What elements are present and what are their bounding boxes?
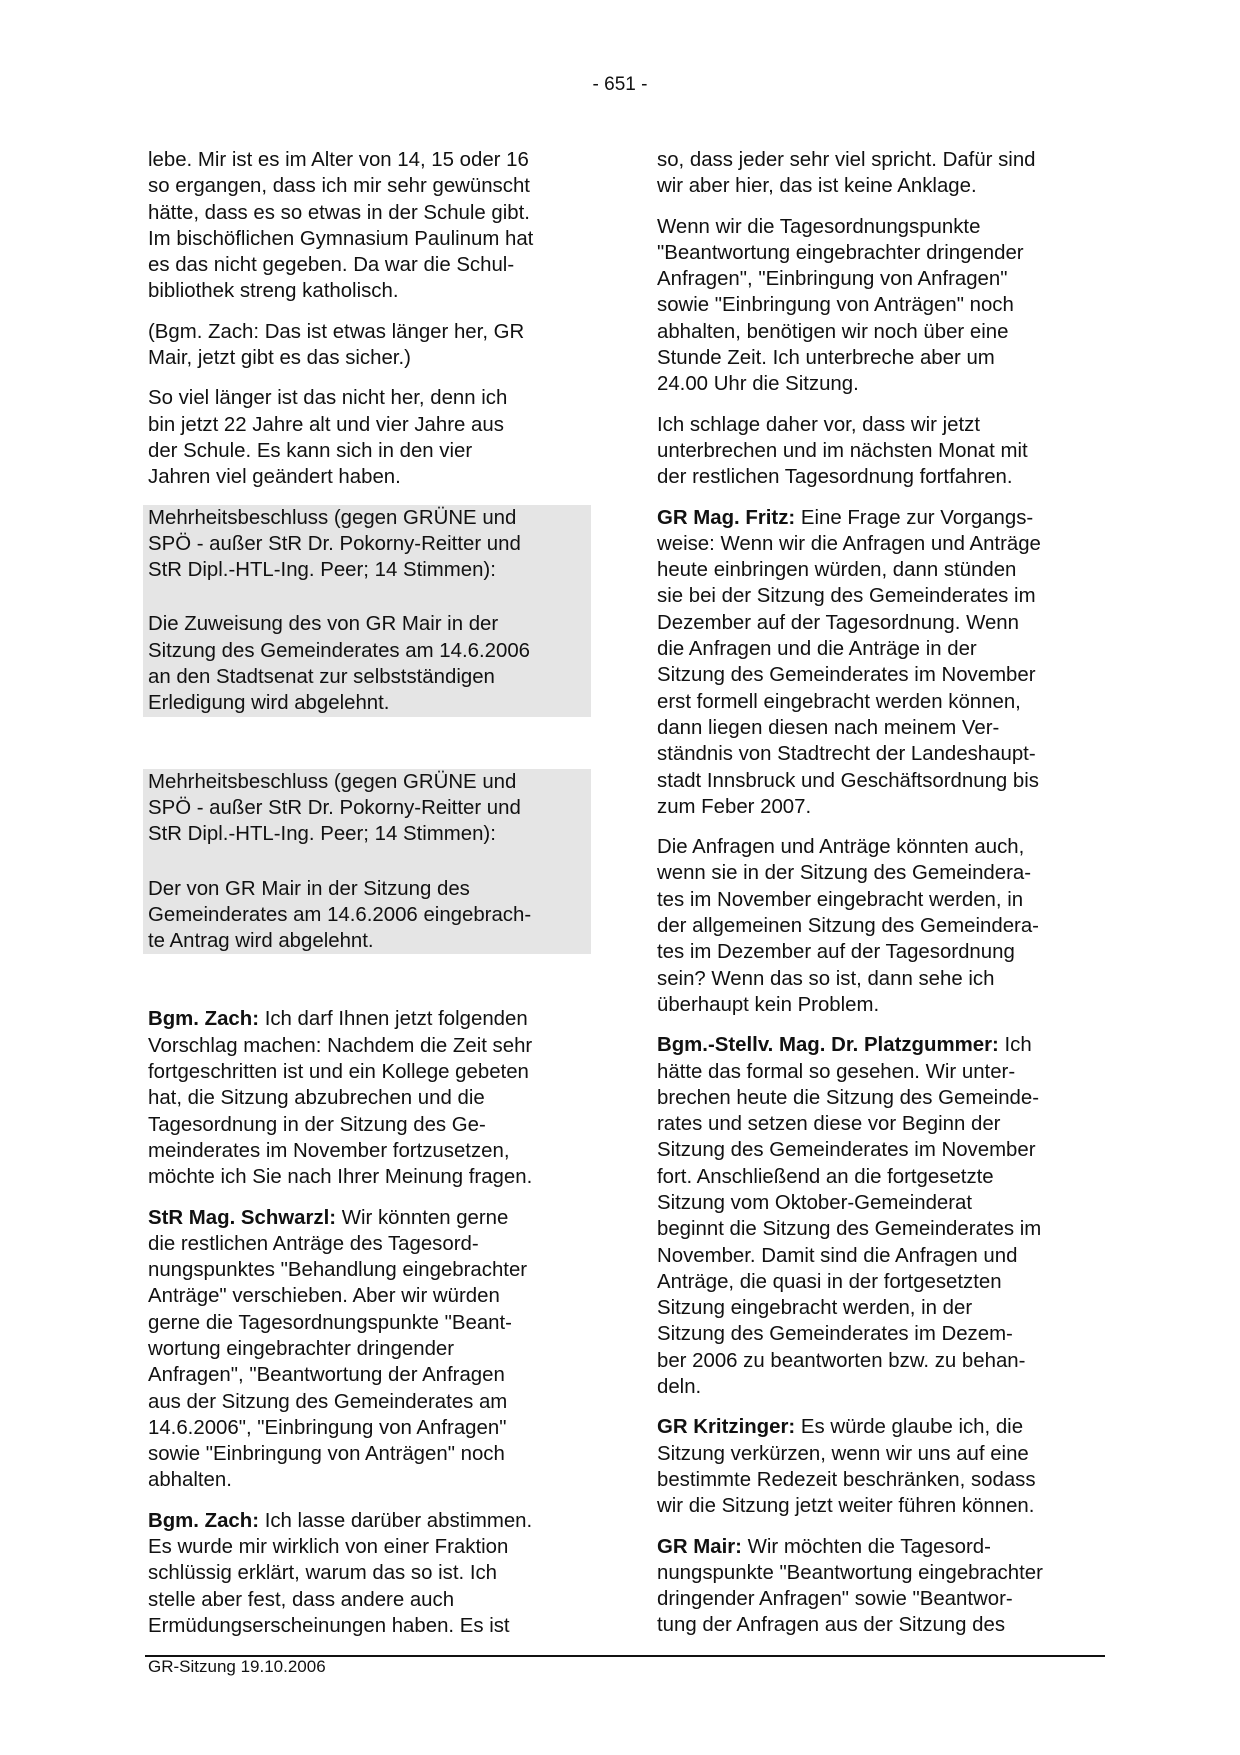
speaker-name: Bgm. Zach: — [148, 1509, 260, 1532]
speech-text: Eine Frage zur Vorgangs- weise: Wenn wir die Anfragen und Anträge heute einbringen würden, dann stünden sie bei der Sitzung des Gemeinderates im Dezember auf der Tagesordnung. Wenn die Anfragen und die Anträge in der Sitzung des Gemeinderates im November erst formell eingebracht werden können, dann liegen diesen nach meinem Ver- ständnis von Stadtrecht der Landeshaupt- stadt Innsbruck und Geschäftsordnung bis zum Feber 2007. — [657, 506, 1041, 818]
speech-paragraph — [652, 1534, 1112, 1639]
resolution-text: Der von GR Mair in der Sitzung des Gemeinderates am 14.6.2006 eingebrach- te Antrag wird abgelehnt. — [148, 877, 532, 953]
speaker-name: Bgm. Zach: — [148, 1008, 260, 1031]
speech-paragraph — [652, 505, 1112, 821]
paragraph — [652, 147, 1112, 200]
speaker-name: GR Mag. Fritz: — [657, 506, 796, 529]
paragraph — [652, 214, 1112, 398]
speech-text: Ich darf Ihnen jetzt folgenden Vorschlag machen: Nachdem die Zeit sehr fortgeschritten ist und ein Kollege gebeten hat, die Sitzung abzubrechen und die Tagesordnung in der Sitzung des Ge- meinderates im November fortzusetzen, möchte ich Sie nach Ihrer Meinung fragen. — [148, 1008, 533, 1189]
paragraph-text: so, dass jeder sehr viel spricht. Dafür sind wir aber hier, das ist keine Anklage. — [657, 149, 1036, 198]
left-column — [143, 147, 591, 1653]
right-column — [652, 147, 1112, 1653]
paragraph: lebe. Mir ist es im Alter von 14, 15 oder 16 so ergangen, dass ich mir sehr gewünscht hätte, dass es so etwas in der Schule gibt. Im bischöflichen Gymnasium Paulinum hat es das nicht gegeben. Da war die Schul- bibliothek streng katholisch. — [148, 149, 534, 303]
speech-text: Ich hätte das formal so gesehen. Wir unter- brechen heute die Sitzung des Gemeinde- rates und setzen diese vor Beginn der Sitzung des Gemeinderates im November fort. Anschließend an die fortgesetzte Sitzung vom Oktober-Gemeinderat beginnt die Sitzung des Gemeinderates im November. Damit sind die Anfragen und Anträge, die quasi in der fortgesetzten Sitzung eingebracht werden, in der Sitzung des Gemeinderates im Dezem- ber 2006 zu beantworten bzw. zu behan- deln. — [657, 1034, 1042, 1399]
speaker-name: Bgm.-Stellv. Mag. Dr. Platzgummer: — [657, 1034, 999, 1057]
speech-paragraph — [143, 1508, 591, 1639]
speech-paragraph — [652, 1414, 1112, 1519]
speech-text: Wir möchten die Tagesord- nungspunkte "Beantwortung eingebrachter dringender Anfragen" sowie "Beantwor- tung der Anfragen aus der Sitzung des — [657, 1535, 1043, 1637]
resolution-box-2 — [143, 769, 591, 955]
resolution-text: Die Zuweisung des von GR Mair in der Sitzung des Gemeinderates am 14.6.2006 an den Stadtsenat zur selbstständigen Erledigung wird abgelehnt. — [148, 613, 530, 715]
speech-text: Es würde glaube ich, die Sitzung verkürzen, wenn wir uns auf eine bestimmte Redezeit beschränken, sodass wir die Sitzung jetzt weiter führen können. — [657, 1416, 1036, 1518]
speech-paragraph — [652, 1032, 1112, 1400]
resolution-box-1 — [143, 505, 591, 717]
speaker-name: StR Mag. Schwarzl: — [148, 1206, 337, 1229]
speech-text: Wir könnten gerne die restlichen Anträge des Tagesord- nungspunktes "Behandlung eingebrachter Anträge" verschieben. Aber wir würden gerne die Tagesordnungspunkte "Beant- wortung eingebrachter dringender Anfragen", "Beantwortung der Anfragen aus der Sitzung des Gemeinderates am 14.6.2006", "Einbringung von Anfragen" sowie "Einbringung von Anträgen" noch abhalten. — [148, 1206, 528, 1492]
speaker-name: GR Mair: — [657, 1535, 742, 1558]
paragraph-text: Wenn wir die Tagesordnungspunkte "Beantwortung eingebrachter dringender Anfragen", "Einbringung von Anfragen" sowie "Einbringung von Anträgen" noch abhalten, benötigen wir noch über eine Stunde Zeit. Ich unterbreche aber um 24.00 Uhr die Sitzung. — [657, 215, 1024, 396]
resolution-vote: Mehrheitsbeschluss (gegen GRÜNE und SPÖ - außer StR Dr. Pokorny-Reitter und StR Dipl.-HTL-Ing. Peer; 14 Stimmen): — [148, 770, 521, 846]
speech-text: Ich lasse darüber abstimmen. Es wurde mir wirklich von einer Fraktion schlüssig erklärt, warum das so ist. Ich stelle aber fest, dass andere auch Ermüdungserscheinungen haben. Es ist — [148, 1509, 533, 1637]
paragraph — [652, 412, 1112, 491]
paragraph — [652, 834, 1112, 1018]
footer-text: GR-Sitzung 19.10.2006 — [148, 1657, 326, 1676]
paragraph: (Bgm. Zach: Das ist etwas länger her, GR Mair, jetzt gibt es das sicher.) — [148, 320, 525, 370]
paragraph-text: Die Anfragen und Anträge könnten auch, wenn sie in der Sitzung des Gemeindera- tes im November eingebracht werden, in der allgemeinen Sitzung des Gemeindera- tes im Dezember auf der Tagesordnung sein? Wenn das so ist, dann sehe ich überhaupt kein Problem. — [657, 836, 1039, 1016]
speaker-name: GR Kritzinger: — [657, 1416, 796, 1439]
paragraph-text: Ich schlage daher vor, dass wir jetzt unterbrechen und im nächsten Monat mit der restlichen Tagesordnung fortfahren. — [657, 413, 1028, 489]
speech-paragraph — [143, 1205, 591, 1494]
speech-paragraph — [143, 1006, 591, 1190]
page-number: - 651 - — [592, 74, 648, 95]
paragraph: So viel länger ist das nicht her, denn ich bin jetzt 22 Jahre alt und vier Jahre aus der Schule. Es kann sich in den vier Jahren viel geändert haben. — [148, 387, 508, 489]
resolution-vote: Mehrheitsbeschluss (gegen GRÜNE und SPÖ - außer StR Dr. Pokorny-Reitter und StR Dipl.-HTL-Ing. Peer; 14 Stimmen): — [148, 506, 521, 582]
